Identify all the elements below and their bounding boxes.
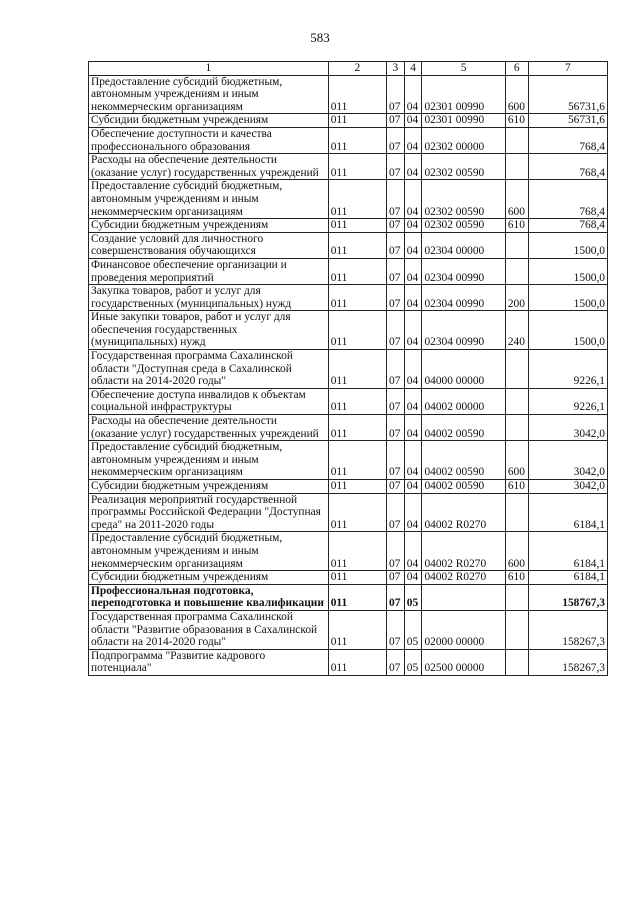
table-header-row xyxy=(89,62,608,76)
row-name-cell: Государственная программа Сахалинской области "Развитие образования в Сахалинской области на 2014-2020 годы" xyxy=(89,610,329,649)
amount-cell: 1500,0 xyxy=(528,311,607,350)
target-article-cell xyxy=(422,584,505,610)
target-article-cell: 02000 00000 xyxy=(422,610,505,649)
amount-cell: 9226,1 xyxy=(528,350,607,389)
column-header: 3 xyxy=(387,62,405,76)
amount-cell: 3042,0 xyxy=(528,415,607,441)
target-article-cell: 02302 00000 xyxy=(422,127,505,153)
ministry-code-cell: 011 xyxy=(328,584,386,610)
table-row xyxy=(89,584,608,610)
expense-type-cell: 610 xyxy=(505,114,528,128)
ministry-code-cell: 011 xyxy=(328,75,386,114)
row-name-cell: Обеспечение доступа инвалидов к объектам социальной инфраструктуры xyxy=(89,388,329,414)
section-code-cell: 07 xyxy=(387,571,405,585)
ministry-code-cell: 011 xyxy=(328,571,386,585)
row-name-cell: Подпрограмма "Развитие кадрового потенциала" xyxy=(89,649,329,675)
table-row xyxy=(89,571,608,585)
table-row xyxy=(89,388,608,414)
ministry-code-cell: 011 xyxy=(328,127,386,153)
table-row xyxy=(89,649,608,675)
ministry-code-cell: 011 xyxy=(328,388,386,414)
target-article-cell: 04002 00590 xyxy=(422,415,505,441)
ministry-code-cell: 011 xyxy=(328,415,386,441)
amount-cell: 1500,0 xyxy=(528,285,607,311)
amount-cell: 1500,0 xyxy=(528,258,607,284)
expense-type-cell xyxy=(505,610,528,649)
section-code-cell: 07 xyxy=(387,180,405,219)
expense-type-cell: 610 xyxy=(505,480,528,494)
expense-type-cell xyxy=(505,388,528,414)
expense-type-cell: 610 xyxy=(505,219,528,233)
subsection-code-cell: 04 xyxy=(404,219,422,233)
expense-type-cell xyxy=(505,154,528,180)
amount-cell: 6184,1 xyxy=(528,493,607,532)
amount-cell: 9226,1 xyxy=(528,388,607,414)
target-article-cell: 02304 00000 xyxy=(422,232,505,258)
subsection-code-cell: 05 xyxy=(404,610,422,649)
expense-type-cell xyxy=(505,415,528,441)
row-name-cell: Обеспечение доступности и качества профессионального образования xyxy=(89,127,329,153)
table-row xyxy=(89,493,608,532)
ministry-code-cell: 011 xyxy=(328,154,386,180)
amount-cell: 1500,0 xyxy=(528,232,607,258)
row-name-cell: Расходы на обеспечение деятельности (оказание услуг) государственных учреждений xyxy=(89,154,329,180)
section-code-cell: 07 xyxy=(387,532,405,571)
expense-type-cell: 200 xyxy=(505,285,528,311)
amount-cell: 6184,1 xyxy=(528,532,607,571)
row-name-cell: Предоставление субсидий бюджетным, автономным учреждениям и иным некоммерческим организациям xyxy=(89,441,329,480)
table-row xyxy=(89,285,608,311)
amount-cell: 6184,1 xyxy=(528,571,607,585)
column-header: 5 xyxy=(422,62,505,76)
expense-type-cell: 600 xyxy=(505,441,528,480)
amount-cell: 56731,6 xyxy=(528,114,607,128)
section-code-cell: 07 xyxy=(387,649,405,675)
subsection-code-cell: 05 xyxy=(404,649,422,675)
row-name-cell: Финансовое обеспечение организации и проведения мероприятий xyxy=(89,258,329,284)
amount-cell: 768,4 xyxy=(528,127,607,153)
subsection-code-cell: 04 xyxy=(404,232,422,258)
expense-type-cell: 600 xyxy=(505,75,528,114)
section-code-cell: 07 xyxy=(387,388,405,414)
subsection-code-cell: 04 xyxy=(404,114,422,128)
expense-type-cell: 610 xyxy=(505,571,528,585)
amount-cell: 768,4 xyxy=(528,180,607,219)
amount-cell: 158267,3 xyxy=(528,649,607,675)
expense-type-cell: 600 xyxy=(505,180,528,219)
column-header: 7 xyxy=(528,62,607,76)
section-code-cell: 07 xyxy=(387,232,405,258)
subsection-code-cell: 04 xyxy=(404,258,422,284)
ministry-code-cell: 011 xyxy=(328,114,386,128)
section-code-cell: 07 xyxy=(387,610,405,649)
section-code-cell: 07 xyxy=(387,258,405,284)
target-article-cell: 02302 00590 xyxy=(422,219,505,233)
expense-type-cell xyxy=(505,493,528,532)
target-article-cell: 04002 00590 xyxy=(422,480,505,494)
table-row xyxy=(89,480,608,494)
target-article-cell: 02302 00590 xyxy=(422,180,505,219)
target-article-cell: 02500 00000 xyxy=(422,649,505,675)
subsection-code-cell: 04 xyxy=(404,154,422,180)
row-name-cell: Реализация мероприятий государственной программы Российской Федерации "Доступная среда" на 2011-2020 годы xyxy=(89,493,329,532)
expense-type-cell xyxy=(505,584,528,610)
subsection-code-cell: 04 xyxy=(404,350,422,389)
section-code-cell: 07 xyxy=(387,415,405,441)
ministry-code-cell: 011 xyxy=(328,180,386,219)
ministry-code-cell: 011 xyxy=(328,480,386,494)
row-name-cell: Субсидии бюджетным учреждениям xyxy=(89,114,329,128)
row-name-cell: Расходы на обеспечение деятельности (оказание услуг) государственных учреждений xyxy=(89,415,329,441)
table-row xyxy=(89,311,608,350)
table-row xyxy=(89,75,608,114)
subsection-code-cell: 04 xyxy=(404,311,422,350)
section-code-cell: 07 xyxy=(387,584,405,610)
target-article-cell: 04000 00000 xyxy=(422,350,505,389)
row-name-cell: Профессиональная подготовка, переподготовка и повышение квалификации xyxy=(89,584,329,610)
table-row xyxy=(89,219,608,233)
table-row xyxy=(89,154,608,180)
column-header: 4 xyxy=(404,62,422,76)
section-code-cell: 07 xyxy=(387,127,405,153)
target-article-cell: 02304 00990 xyxy=(422,285,505,311)
expense-type-cell xyxy=(505,232,528,258)
subsection-code-cell: 04 xyxy=(404,493,422,532)
subsection-code-cell: 04 xyxy=(404,571,422,585)
page-number: 583 xyxy=(310,30,330,45)
subsection-code-cell: 04 xyxy=(404,180,422,219)
subsection-code-cell: 05 xyxy=(404,584,422,610)
amount-cell: 56731,6 xyxy=(528,75,607,114)
subsection-code-cell: 04 xyxy=(404,127,422,153)
target-article-cell: 04002 00000 xyxy=(422,388,505,414)
expense-type-cell xyxy=(505,258,528,284)
section-code-cell: 07 xyxy=(387,480,405,494)
row-name-cell: Предоставление субсидий бюджетным, автономным учреждениям и иным некоммерческим организациям xyxy=(89,532,329,571)
subsection-code-cell: 04 xyxy=(404,480,422,494)
section-code-cell: 07 xyxy=(387,114,405,128)
expense-type-cell xyxy=(505,350,528,389)
table-row xyxy=(89,441,608,480)
section-code-cell: 07 xyxy=(387,285,405,311)
ministry-code-cell: 011 xyxy=(328,493,386,532)
target-article-cell: 04002 R0270 xyxy=(422,493,505,532)
ministry-code-cell: 011 xyxy=(328,258,386,284)
expense-type-cell xyxy=(505,649,528,675)
ministry-code-cell: 011 xyxy=(328,350,386,389)
subsection-code-cell: 04 xyxy=(404,441,422,480)
row-name-cell: Субсидии бюджетным учреждениям xyxy=(89,571,329,585)
section-code-cell: 07 xyxy=(387,441,405,480)
section-code-cell: 07 xyxy=(387,311,405,350)
row-name-cell: Государственная программа Сахалинской области "Доступная среда в Сахалинской области на 2014-2020 годы" xyxy=(89,350,329,389)
subsection-code-cell: 04 xyxy=(404,285,422,311)
amount-cell: 768,4 xyxy=(528,154,607,180)
row-name-cell: Закупка товаров, работ и услуг для государственных (муниципальных) нужд xyxy=(89,285,329,311)
table-row xyxy=(89,127,608,153)
target-article-cell: 04002 00590 xyxy=(422,441,505,480)
target-article-cell: 02301 00990 xyxy=(422,75,505,114)
ministry-code-cell: 011 xyxy=(328,441,386,480)
amount-cell: 158767,3 xyxy=(528,584,607,610)
row-name-cell: Создание условий для личностного совершенствования обучающихся xyxy=(89,232,329,258)
expense-type-cell: 600 xyxy=(505,532,528,571)
target-article-cell: 04002 R0270 xyxy=(422,571,505,585)
row-name-cell: Предоставление субсидий бюджетным, автономным учреждениям и иным некоммерческим организациям xyxy=(89,75,329,114)
subsection-code-cell: 04 xyxy=(404,75,422,114)
column-header: 6 xyxy=(505,62,528,76)
column-header: 1 xyxy=(89,62,329,76)
target-article-cell: 02302 00590 xyxy=(422,154,505,180)
table-row xyxy=(89,610,608,649)
section-code-cell: 07 xyxy=(387,219,405,233)
target-article-cell: 02301 00990 xyxy=(422,114,505,128)
table-row xyxy=(89,532,608,571)
ministry-code-cell: 011 xyxy=(328,219,386,233)
section-code-cell: 07 xyxy=(387,154,405,180)
target-article-cell: 04002 R0270 xyxy=(422,532,505,571)
row-name-cell: Субсидии бюджетным учреждениям xyxy=(89,219,329,233)
subsection-code-cell: 04 xyxy=(404,415,422,441)
ministry-code-cell: 011 xyxy=(328,649,386,675)
table-row xyxy=(89,258,608,284)
table-row xyxy=(89,350,608,389)
amount-cell: 768,4 xyxy=(528,219,607,233)
table-row xyxy=(89,415,608,441)
table-row xyxy=(89,232,608,258)
ministry-code-cell: 011 xyxy=(328,232,386,258)
target-article-cell: 02304 00990 xyxy=(422,258,505,284)
ministry-code-cell: 011 xyxy=(328,610,386,649)
amount-cell: 3042,0 xyxy=(528,441,607,480)
target-article-cell: 02304 00990 xyxy=(422,311,505,350)
subsection-code-cell: 04 xyxy=(404,388,422,414)
amount-cell: 3042,0 xyxy=(528,480,607,494)
table-row xyxy=(89,114,608,128)
ministry-code-cell: 011 xyxy=(328,285,386,311)
expense-type-cell xyxy=(505,127,528,153)
row-name-cell: Предоставление субсидий бюджетным, автономным учреждениям и иным некоммерческим организациям xyxy=(89,180,329,219)
row-name-cell: Субсидии бюджетным учреждениям xyxy=(89,480,329,494)
subsection-code-cell: 04 xyxy=(404,532,422,571)
section-code-cell: 07 xyxy=(387,493,405,532)
section-code-cell: 07 xyxy=(387,350,405,389)
column-header: 2 xyxy=(328,62,386,76)
row-name-cell: Иные закупки товаров, работ и услуг для обеспечения государственных (муниципальных) нужд xyxy=(89,311,329,350)
ministry-code-cell: 011 xyxy=(328,532,386,571)
expense-type-cell: 240 xyxy=(505,311,528,350)
budget-table xyxy=(88,61,608,676)
section-code-cell: 07 xyxy=(387,75,405,114)
amount-cell: 158267,3 xyxy=(528,610,607,649)
table-row xyxy=(89,180,608,219)
ministry-code-cell: 011 xyxy=(328,311,386,350)
